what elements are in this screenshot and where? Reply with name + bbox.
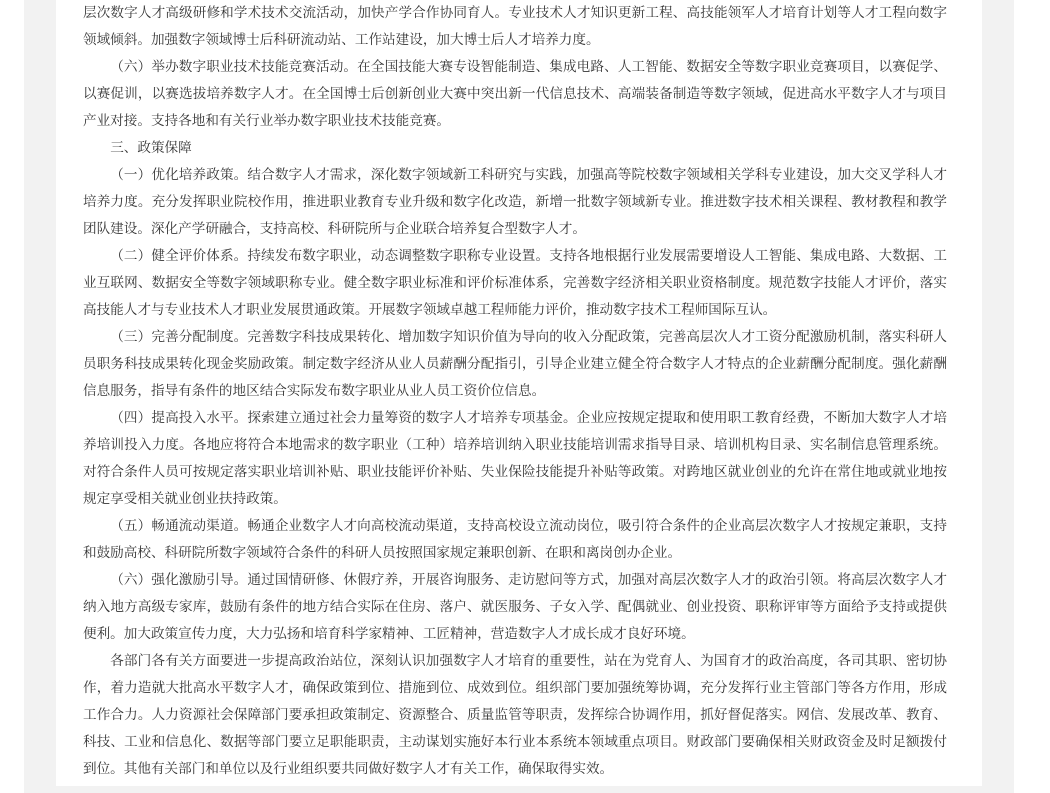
paragraph-incentive-guidance: （六）强化激励引导。通过国情研修、休假疗养，开展咨询服务、走访慰问等方式，加强对高层次数字人才的政治引领。将高层次数字人才纳入地方高级专家库，鼓励有条件的地方结合实际在住房、落户、就医服务、子女入学、配偶就业、创业投资、职称评审等方面给予支持或提供便利。加大政策宣传力度，大力弘扬和培育科学家精神、工匠精神，营造数字人才成长成才良好环境。: [83, 572, 947, 642]
paragraph-evaluation-system: （二）健全评价体系。持续发布数字职业，动态调整数字职称专业设置。支持各地根据行业发展需要增设人工智能、集成电路、大数据、工业互联网、数据安全等数字领域职称专业。健全数字职业标准和评价标准体系，完善数字经济相关职业资格制度。规范数字技能人才评价，落实高技能人才与专业技术人才职业发展贯通政策。开展数字领域卓越工程师能力评价，推动数字技术工程师国际互认。: [83, 248, 947, 318]
page-footer-strip: [56, 786, 982, 793]
paragraph-distribution-system: （三）完善分配制度。完善数字科技成果转化、增加数字知识价值为导向的收入分配政策，完善高层次人才工资分配激励机制，落实科研人员职务科技成果转化现金奖励政策。制定数字经济从业人员薪酬分配指引，引导企业建立健全符合数字人才特点的企业薪酬分配制度。强化薪酬信息服务，指导有条件的地区结合实际发布数字职业从业人员工资价位信息。: [83, 329, 947, 399]
paragraph-investment-level: （四）提高投入水平。探索建立通过社会力量筹资的数字人才培养专项基金。企业应按规定提取和使用职工教育经费，不断加大数字人才培养培训投入力度。各地应将符合本地需求的数字职业（工种）培养培训纳入职业技能培训需求指导目录、培训机构目录、实名制信息管理系统。对符合条件人员可按规定落实职业培训补贴、职业技能评价补贴、失业保险技能提升补贴等政策。对跨地区就业创业的允许在常住地或就业地按规定享受相关就业创业扶持政策。: [83, 410, 947, 507]
section-heading-policy-support: 三、政策保障: [110, 140, 192, 156]
article-content: [83, 0, 947, 783]
paragraph-talent-exchange: 层次数字人才高级研修和学术技术交流活动，加快产学合作协同育人。专业技术人才知识更新工程、高技能领军人才培育计划等人才工程向数字领域倾斜。加强数字领域博士后科研流动站、工作站建设，加大博士后人才培养力度。: [83, 5, 947, 48]
paragraph-closing-remarks: 各部门各有关方面要进一步提高政治站位，深刻认识加强数字人才培育的重要性，站在为党育人、为国育才的政治高度，各司其职、密切协作，着力造就大批高水平数字人才，确保政策到位、措施到位、成效到位。组织部门要加强统筹协调，充分发挥行业主管部门等各方作用，形成工作合力。人力资源社会保障部门要承担政策制定、资源整合、质量监管等职责，发挥综合协调作用，抓好督促落实。网信、发展改革、教育、科技、工业和信息化、数据等部门要立足职能职责，主动谋划实施好本行业本系统本领域重点项目。财政部门要确保相关财政资金及时足额拨付到位。其他有关部门和单位以及行业组织要共同做好数字人才有关工作，确保取得实效。: [83, 653, 947, 777]
article-body: [56, 0, 982, 786]
paragraph-mobility-channels: （五）畅通流动渠道。畅通企业数字人才向高校流动渠道，支持高校设立流动岗位，吸引符合条件的企业高层次数字人才按规定兼职，支持和鼓励高校、科研院所数字领域符合条件的科研人员按照国家规定兼职创新、在职和离岗创办企业。: [83, 518, 947, 561]
paragraph-skills-competition: （六）举办数字职业技术技能竞赛活动。在全国技能大赛专设智能制造、集成电路、人工智能、数据安全等数字职业竞赛项目，以赛促学、以赛促训，以赛选拔培养数字人才。在全国博士后创新创业大赛中突出新一代信息技术、高端装备制造等数字领域，促进高水平数字人才与项目产业对接。支持各地和有关行业举办数字职业技术技能竞赛。: [83, 59, 947, 129]
paragraph-training-policy: （一）优化培养政策。结合数字人才需求，深化数字领域新工科研究与实践，加强高等院校数字领域相关学科专业建设，加大交叉学科人才培养力度。充分发挥职业院校作用，推进职业教育专业升级和数字化改造，新增一批数字领域新专业。推进数字技术相关课程、教材教程和教学团队建设。深化产学研融合，支持高校、科研院所与企业联合培养复合型数字人才。: [83, 167, 947, 237]
